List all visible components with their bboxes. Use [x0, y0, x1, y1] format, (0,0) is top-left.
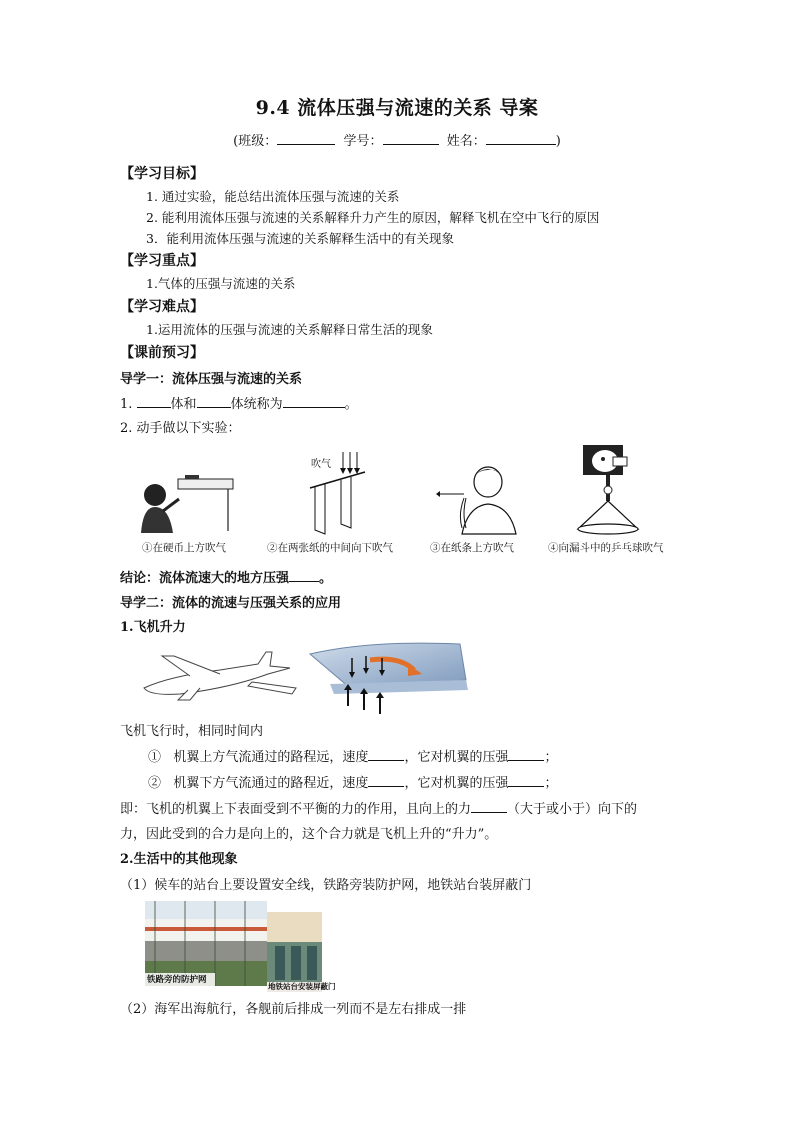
conclusion-line: [120, 567, 332, 586]
line1-blank-1: [368, 748, 404, 761]
section-preview: 【课前预习】: [120, 345, 204, 361]
line2-text-2: ，它对机翼的压强: [404, 776, 509, 791]
caption-paper-strip: ③在纸条上方吹气: [430, 542, 514, 554]
railway-fence-photo: [145, 901, 267, 986]
blow-label: 吹气: [311, 459, 331, 470]
conclusion-text: 结论：流体流速大的地方压强: [120, 571, 290, 586]
name-label: 姓名：: [446, 134, 486, 149]
q1-text-2: 体统称为: [230, 397, 283, 412]
guide1-question-1: [120, 393, 358, 412]
funnel-pingpong-experiment-figure: [573, 445, 643, 535]
explain1-blank: [471, 800, 507, 813]
explain-line-2: 力，因此受到的合力是向上的，这个合力就是飞机上升的“升力”。: [120, 827, 498, 842]
section-key-points: 【学习重点】: [120, 253, 204, 269]
class-label: (班级：: [233, 134, 278, 149]
q1-text-3: 。: [344, 397, 358, 412]
key-point-item: 1.气体的压强与流速的关系: [146, 276, 296, 291]
explain-line-1: [120, 798, 637, 817]
line2-blank-2: [508, 774, 544, 787]
q1-blank-1: [137, 395, 171, 408]
line2-text-1: 机翼下方气流通过的路程近，速度: [173, 776, 369, 791]
close-paren: ): [555, 134, 561, 149]
line1-text-3: ；: [544, 750, 558, 765]
line1-blank-2: [508, 748, 544, 761]
guide2-sub2: 2.生活中的其他现象: [120, 852, 238, 867]
student-no-label: 学号：: [343, 134, 383, 149]
line1-text-2: ，它对机翼的压强: [404, 750, 509, 765]
line2-text-3: ；: [544, 776, 558, 791]
goal-item: 1. 通过实验，能总结出流体压强与流速的关系: [146, 189, 400, 204]
railway-fence-label: 铁路旁的防护网: [147, 975, 207, 985]
life-example-1: （1）候车的站台上要设置安全线，铁路旁装防护网，地铁站台装屏蔽门: [120, 878, 532, 893]
line1-number: ①: [148, 750, 162, 765]
section-goals: 【学习目标】: [120, 166, 204, 182]
coin-experiment-figure: [133, 465, 233, 533]
caption-two-papers: ②在两张纸的中间向下吹气: [267, 542, 393, 554]
wing-lower-line: [148, 772, 557, 791]
line1-text-1: 机翼上方气流通过的路程远，速度: [173, 750, 369, 765]
life-example-2: （2）海军出海航行，各舰前后排成一列而不是左右排成一排: [120, 1002, 467, 1017]
line2-number: ②: [148, 776, 162, 791]
conclusion-end: 。: [319, 571, 333, 586]
guide2-title: 导学二：流体的流速与压强关系的应用: [120, 596, 342, 611]
explain1-text-1: 即：飞机的机翼上下表面受到不平衡的力的作用，且向上的力: [120, 802, 472, 817]
caption-coin: ①在硬币上方吹气: [142, 542, 226, 554]
subway-screen-door-photo: [267, 912, 336, 992]
q1-text-1: 体和: [170, 397, 197, 412]
airplane-sketch-figure: [140, 648, 300, 702]
flight-intro: 飞机飞行时，相同时间内: [120, 724, 264, 739]
guide1-question-2: 2. 动手做以下实验：: [120, 421, 241, 436]
guide1-title: 导学一：流体压强与流速的关系: [120, 372, 303, 387]
wing-upper-line: [148, 746, 557, 765]
q1-number: 1.: [120, 397, 133, 412]
name-blank: [486, 132, 556, 145]
student-info-line: [0, 130, 794, 149]
subway-screen-door-label: 地铁站台安装屏蔽门: [268, 982, 336, 991]
section-difficulty: 【学习难点】: [120, 299, 204, 315]
difficulty-item: 1.运用流体的压强与流速的关系解释日常生活的现象: [146, 322, 433, 337]
paper-strip-experiment-figure: [440, 458, 520, 534]
line2-blank-1: [368, 774, 404, 787]
caption-funnel: ④向漏斗中的乒乓球吹气: [548, 542, 664, 554]
conclusion-blank: [289, 569, 319, 582]
guide2-sub1: 1.飞机升力: [120, 620, 186, 635]
page-title: 9.4 流体压强与流速的关系 导案: [255, 97, 539, 119]
q1-blank-2: [197, 395, 231, 408]
goal-item: 3．能利用流体压强与流速的关系解释生活中的有关现象: [146, 231, 454, 246]
wing-airflow-figure: [310, 640, 470, 716]
student-no-blank: [383, 132, 439, 145]
goal-item: 2. 能利用流体压强与流速的关系解释升力产生的原因，解释飞机在空中飞行的原因: [146, 210, 600, 225]
class-blank: [277, 132, 335, 145]
explain1-text-2: （大于或小于）向下的: [507, 802, 638, 817]
q1-blank-3: [283, 395, 345, 408]
